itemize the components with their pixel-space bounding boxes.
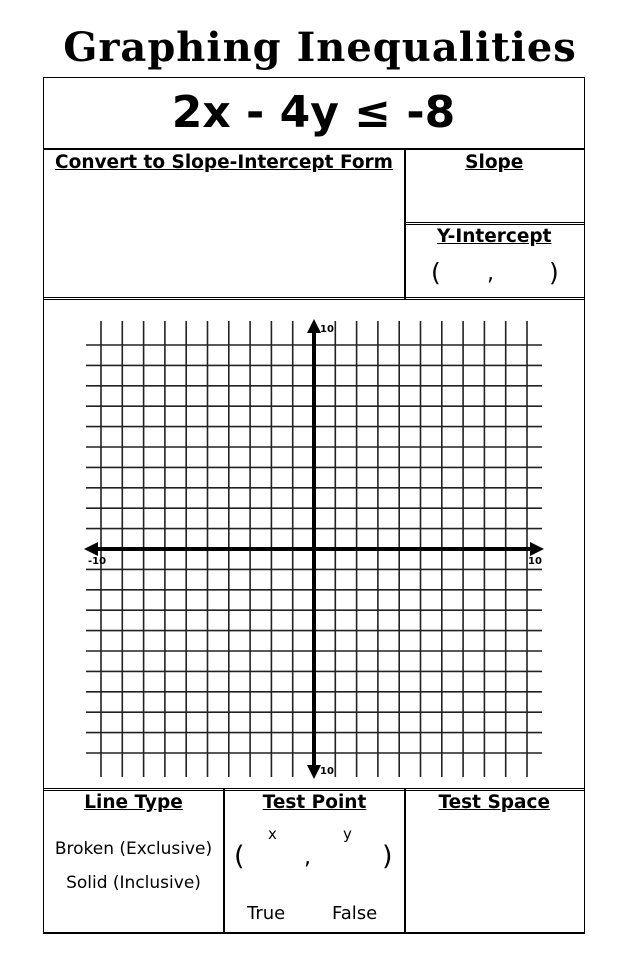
test-point-true-option[interactable]: True xyxy=(247,903,286,924)
line-type-broken-option[interactable]: Broken (Exclusive) xyxy=(54,839,213,859)
coordinate-grid[interactable] xyxy=(44,298,583,789)
y-axis-max-label: 10 xyxy=(319,324,334,335)
y-intercept-cell[interactable] xyxy=(404,222,585,300)
convert-cell[interactable] xyxy=(43,148,406,300)
line-type-cell xyxy=(43,788,225,933)
test-point-comma: , xyxy=(304,845,311,870)
y-axis-up-arrow-icon xyxy=(307,319,321,333)
test-point-false-option[interactable]: False xyxy=(332,903,378,924)
convert-heading: Convert to Slope-Intercept Form xyxy=(55,152,393,173)
y-intercept-heading: Y-Intercept xyxy=(436,226,552,247)
test-point-x-label: x xyxy=(268,825,277,843)
page-title: Graphing Inequalities xyxy=(63,24,577,71)
slope-heading: Slope xyxy=(465,152,524,173)
test-space-cell[interactable] xyxy=(404,788,585,933)
x-axis-min-label: -10 xyxy=(87,556,106,567)
y-axis-min-label: 10 xyxy=(319,766,334,777)
y-intercept-open-paren: ( xyxy=(431,258,441,287)
test-space-heading: Test Space xyxy=(438,792,551,813)
test-point-open-paren: ( xyxy=(234,841,245,872)
x-axis-left-arrow-icon xyxy=(84,542,98,556)
graph-cell xyxy=(43,297,585,791)
y-intercept-comma: , xyxy=(487,261,494,286)
worksheet-table xyxy=(43,77,585,934)
line-type-solid-option[interactable]: Solid (Inclusive) xyxy=(66,873,201,893)
y-axis-down-arrow-icon xyxy=(307,765,321,779)
test-point-close-paren: ) xyxy=(382,841,393,872)
inequality-equation: 2x - 4y ≤ -8 xyxy=(171,86,456,138)
line-type-heading: Line Type xyxy=(84,792,183,813)
test-point-y-label: y xyxy=(343,825,352,843)
x-axis-right-arrow-icon xyxy=(530,542,544,556)
equation-cell xyxy=(43,77,585,150)
y-intercept-close-paren: ) xyxy=(549,258,559,287)
slope-cell[interactable] xyxy=(404,148,585,225)
test-point-cell[interactable] xyxy=(223,788,406,933)
test-point-heading: Test Point xyxy=(262,792,367,813)
x-axis-max-label: 10 xyxy=(527,556,542,567)
